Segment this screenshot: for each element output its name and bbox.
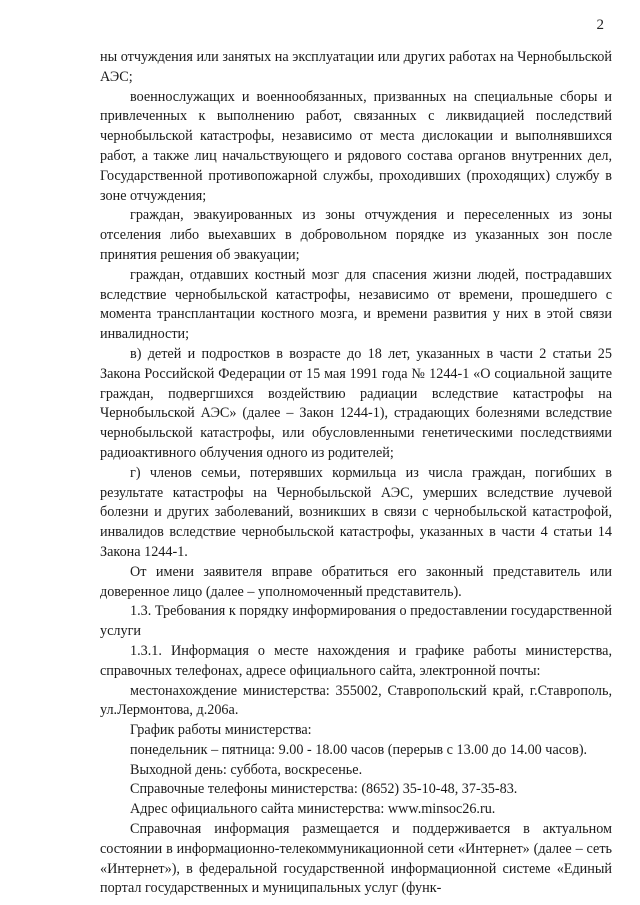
paragraph-evacuated-citizens: граждан, эвакуированных из зоны отчуждения и переселенных из зоны отселения либо выехавших в добровольном порядке из указанных зон после принятия решения об эвакуации;: [100, 207, 612, 263]
paragraph-ministry-info: 1.3.1. Информация о месте нахождения и графике работы министерства, справочных телефонах, адресе официального сайта, электронной почты:: [100, 642, 612, 679]
document-body: [100, 48, 612, 899]
paragraph-days-off: Выходной день: суббота, воскресенье.: [130, 761, 363, 778]
paragraph-family-members: г) членов семьи, потерявших кормильца из числа граждан, погибших в результате катастрофы на Чернобыльской АЭС, умерших вследствие лучевой болезни и других заболеваний, возникших в связи с чернобыльской катастрофой, инвалидов вследствие чернобыльской катастрофы, указанных в части 4 статьи 14 Закона 1244-1.: [100, 464, 612, 560]
paragraph-website: Адрес официального сайта министерства: www.minsoc26.ru.: [130, 801, 496, 818]
paragraph-reference-info: Справочная информация размещается и поддерживается в актуальном состоянии в информационно-телекоммуникационной сети «Интернет» (далее – сеть «Интернет»), в федеральной государственной информационной системе «Единый портал государственных и муниципальных услуг (функ-: [100, 821, 612, 897]
paragraph-zone-alienation-workers: ны отчуждения или занятых на эксплуатации или других работах на Чернобыльской АЭС;: [100, 49, 612, 85]
paragraph-military-reservists: военнослужащих и военнообязанных, призванных на специальные сборы и привлеченных к выполнению работ, связанных с ликвидацией последствий чернобыльской катастрофы, независимо от места дислокации и выполнявшихся работ, а также лиц начальствующего и рядового состава органов внутренних дел, Государственной противопожарной службы, проходивших (проходящих) службу в зоне отчуждения;: [100, 88, 612, 204]
paragraph-bone-marrow-donors: граждан, отдавших костный мозг для спасения жизни людей, пострадавших вследствие чернобыльской катастрофы, независимо от времени, прошедшего с момента трансплантации костного мозга, и времени развития у них в этой связи инвалидности;: [100, 266, 612, 343]
paragraph-work-schedule-title: График работы министерства:: [130, 722, 312, 739]
paragraph-children-adolescents: в) детей и подростков в возрасте до 18 лет, указанных в части 2 статьи 25 Закона Российской Федерации от 15 мая 1991 года № 1244-1 «О социальной защите граждан, подвергшихся воздействию радиации вследствие катастрофы на Чернобыльской АЭС» (далее – Закон 1244-1), страдающих болезнями вследствие чернобыльской катастрофы, или обусловленными генетическими последствиями радиоактивного облучения одного из родителей;: [100, 345, 612, 461]
paragraph-ministry-address: местонахождение министерства: 355002, Ставропольский край, г.Ставрополь, ул.Лермонтова, д.206а.: [100, 682, 612, 719]
section-heading-informing-requirements: 1.3. Требования к порядку информирования о предоставлении государственной услуги: [100, 603, 612, 640]
page-number: 2: [596, 17, 604, 33]
paragraph-phones: Справочные телефоны министерства: (8652) 35-10-48, 37-35-83.: [130, 781, 518, 798]
paragraph-work-hours: понедельник – пятница: 9.00 - 18.00 часов (перерыв с 13.00 до 14.00 часов).: [130, 741, 588, 758]
paragraph-legal-representative: От имени заявителя вправе обратиться его законный представитель или доверенное лицо (далее – уполномоченный представитель).: [100, 563, 612, 600]
